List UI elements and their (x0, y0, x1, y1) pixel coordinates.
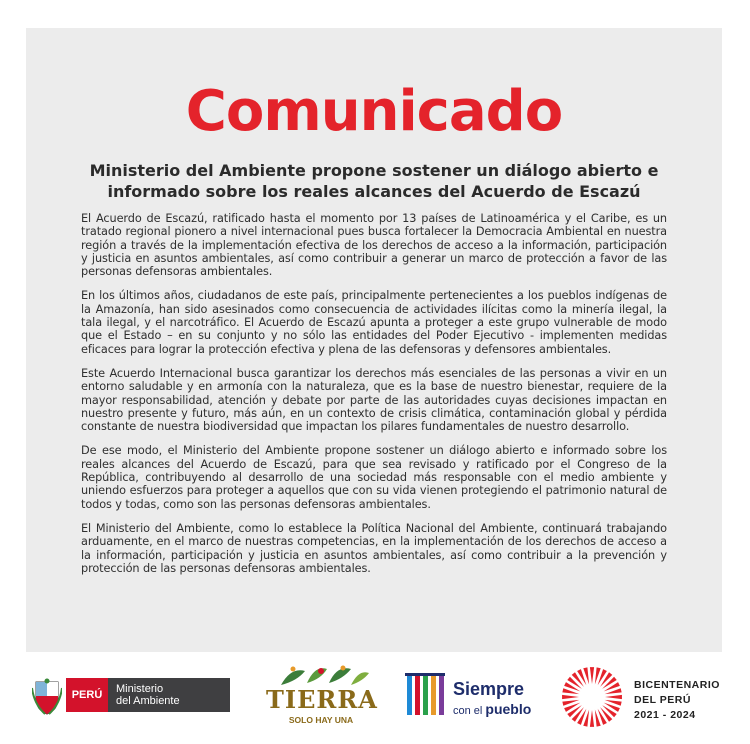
page-title: Comunicado (185, 79, 563, 144)
sun-ray (605, 695, 622, 699)
bicentenario-line-1: BICENTENARIO (634, 679, 720, 691)
ministry-name (116, 683, 180, 707)
sun-ray (590, 710, 594, 727)
paragraph-4: De ese modo, el Ministerio del Ambiente propone sostener un diálogo abierto e informado sobre los reales alcances del Acuerdo de Escazú, para que sea revisado y ratificado por el Congreso de la República, contribuyendo al desarrollo de una sociedad más responsable con el medio ambiente y uniendo esfuerzos para proteger a aquellos que con su vida vienen protegiendo el patrimonio natural de todos y todas, como son las personas defensoras ambientales. (81, 444, 667, 511)
bicentenario-line-3: 2021 - 2024 (634, 709, 696, 721)
coat-of-arms-icon (32, 678, 62, 716)
tierra-logo (266, 661, 376, 733)
paragraph-1: El Acuerdo de Escazú, ratificado hasta el momento por 13 países de Latinoamérica y el Caribe, es un tratado regional pionero a nivel internacional pues busca fortalecer la Democracia Ambiental en nuestra región a través de la implementación efectiva de los derechos de acceso a la información, participación y justicia en asuntos ambientales, así como contribuir a generar un marco de protección a favor de las personas defensoras ambientales. (81, 212, 667, 279)
tierra-subtitle: SOLO HAY UNA (288, 715, 354, 725)
footer-logos (0, 655, 750, 744)
subtitle: Ministerio del Ambiente propone sostener un diálogo abierto e informado sobre los reales alcances del Acuerdo de Escazú (89, 161, 659, 201)
ministry-line-2: del Ambiente (116, 695, 180, 707)
paragraph-2: En los últimos años, ciudadanos de este país, principalmente pertenecientes a los pueblos indígenas de la Amazonía, han sido asesinados como consecuencia de actividades ilícitas como la minería ilegal, la tala ilegal, y el narcotráfico. El Acuerdo de Escazú apunta a proteger a este grupo vulnerable de modo que el Estado – en su conjunto y no sólo las entidades del Poder Ejecutivo - implementen medidas eficaces para lograr la protección efectiva y plena de las defensoras y defensores ambientales. (81, 289, 667, 356)
sun-ray (590, 667, 594, 684)
ministry-label-box (66, 678, 230, 712)
communique-card (26, 28, 722, 652)
siempre-con-el-pueblo-logo (405, 673, 535, 721)
leaves-icon (271, 663, 371, 687)
peru-ministry-logo (32, 674, 232, 718)
ministry-line-1: Ministerio (116, 683, 164, 695)
peru-label: PERÚ (66, 678, 108, 712)
siempre-line-2b: pueblo (485, 701, 532, 717)
sun-ray (562, 695, 579, 699)
bicentenario-logo (560, 665, 730, 729)
body-text (81, 212, 667, 586)
paragraph-3: Este Acuerdo Internacional busca garantizar los derechos más esenciales de las personas a vivir en un entorno saludable y en armonía con la naturaleza, que es la base de nuestro bienestar, requiere de la mayor responsabilidad, atención y debate por parte de las autoridades cuyas decisiones impactan en nuestro presente y futuro, más aún, en un contexto de crisis climática, contaminación global y pérdida constante de nuestra biodiversidad que impactan los pilares fundamentales de nuestro desarrollo. (81, 366, 667, 434)
colored-bars-icon (405, 673, 445, 719)
siempre-line-2 (453, 701, 531, 717)
tierra-title: TIERRA (266, 685, 378, 714)
bicentenario-sun-icon (560, 665, 624, 729)
paragraph-5: El Ministerio del Ambiente, como lo establece la Política Nacional del Ambiente, continuará trabajando arduamente, en el marco de nuestras competencias, en la implementación de los derechos de acceso a la información, participación y justicia en asuntos ambientales, así como contribuir a la prevención y protección de las personas defensoras ambientales. (81, 521, 667, 575)
siempre-line-1: Siempre (453, 679, 525, 699)
siempre-line-2a: con el (453, 705, 483, 717)
bicentenario-line-2: DEL PERÚ (634, 694, 691, 706)
